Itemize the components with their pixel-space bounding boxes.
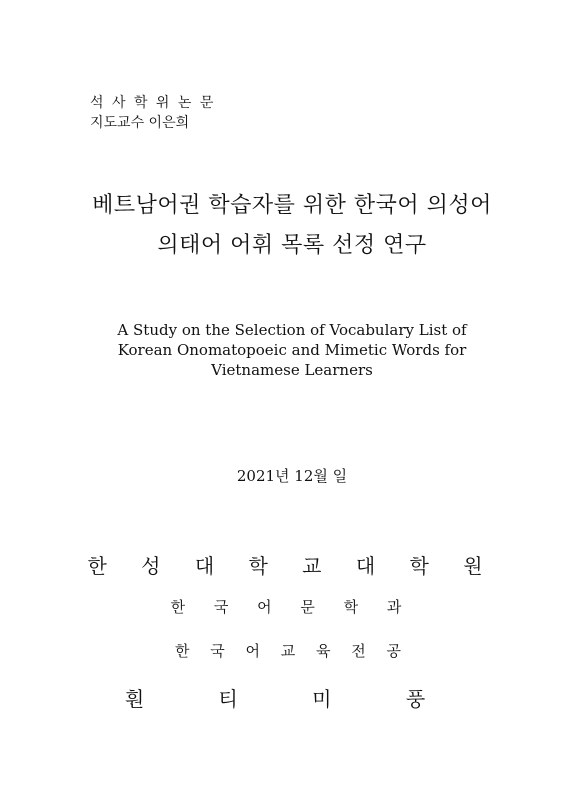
thesis-type: 석 사 학 위 논 문	[90, 95, 216, 111]
author-name: 훤 티 미 풍	[124, 687, 460, 711]
submission-date: 2021년 12월 일	[236, 467, 348, 485]
korean-title-line-2: 의태어 어휘 목록 선정 연구	[157, 233, 427, 258]
graduate-school: 한 성 대 학 교 대 학 원	[87, 554, 497, 578]
korean-title-line-1: 베트남어권 학습자를 위한 한국어 의성어	[92, 193, 492, 218]
department: 한 국 어 문 학 과	[170, 598, 414, 616]
english-title-line-1: A Study on the Selection of Vocabulary List of	[117, 321, 467, 339]
advisor-line: 지도교수 이은희	[90, 115, 190, 131]
major: 한 국 어 교 육 전 공	[174, 642, 410, 660]
english-title-line-2: Korean Onomatopoeic and Mimetic Words for	[117, 341, 467, 359]
english-title-line-3: Vietnamese Learners	[211, 361, 373, 379]
